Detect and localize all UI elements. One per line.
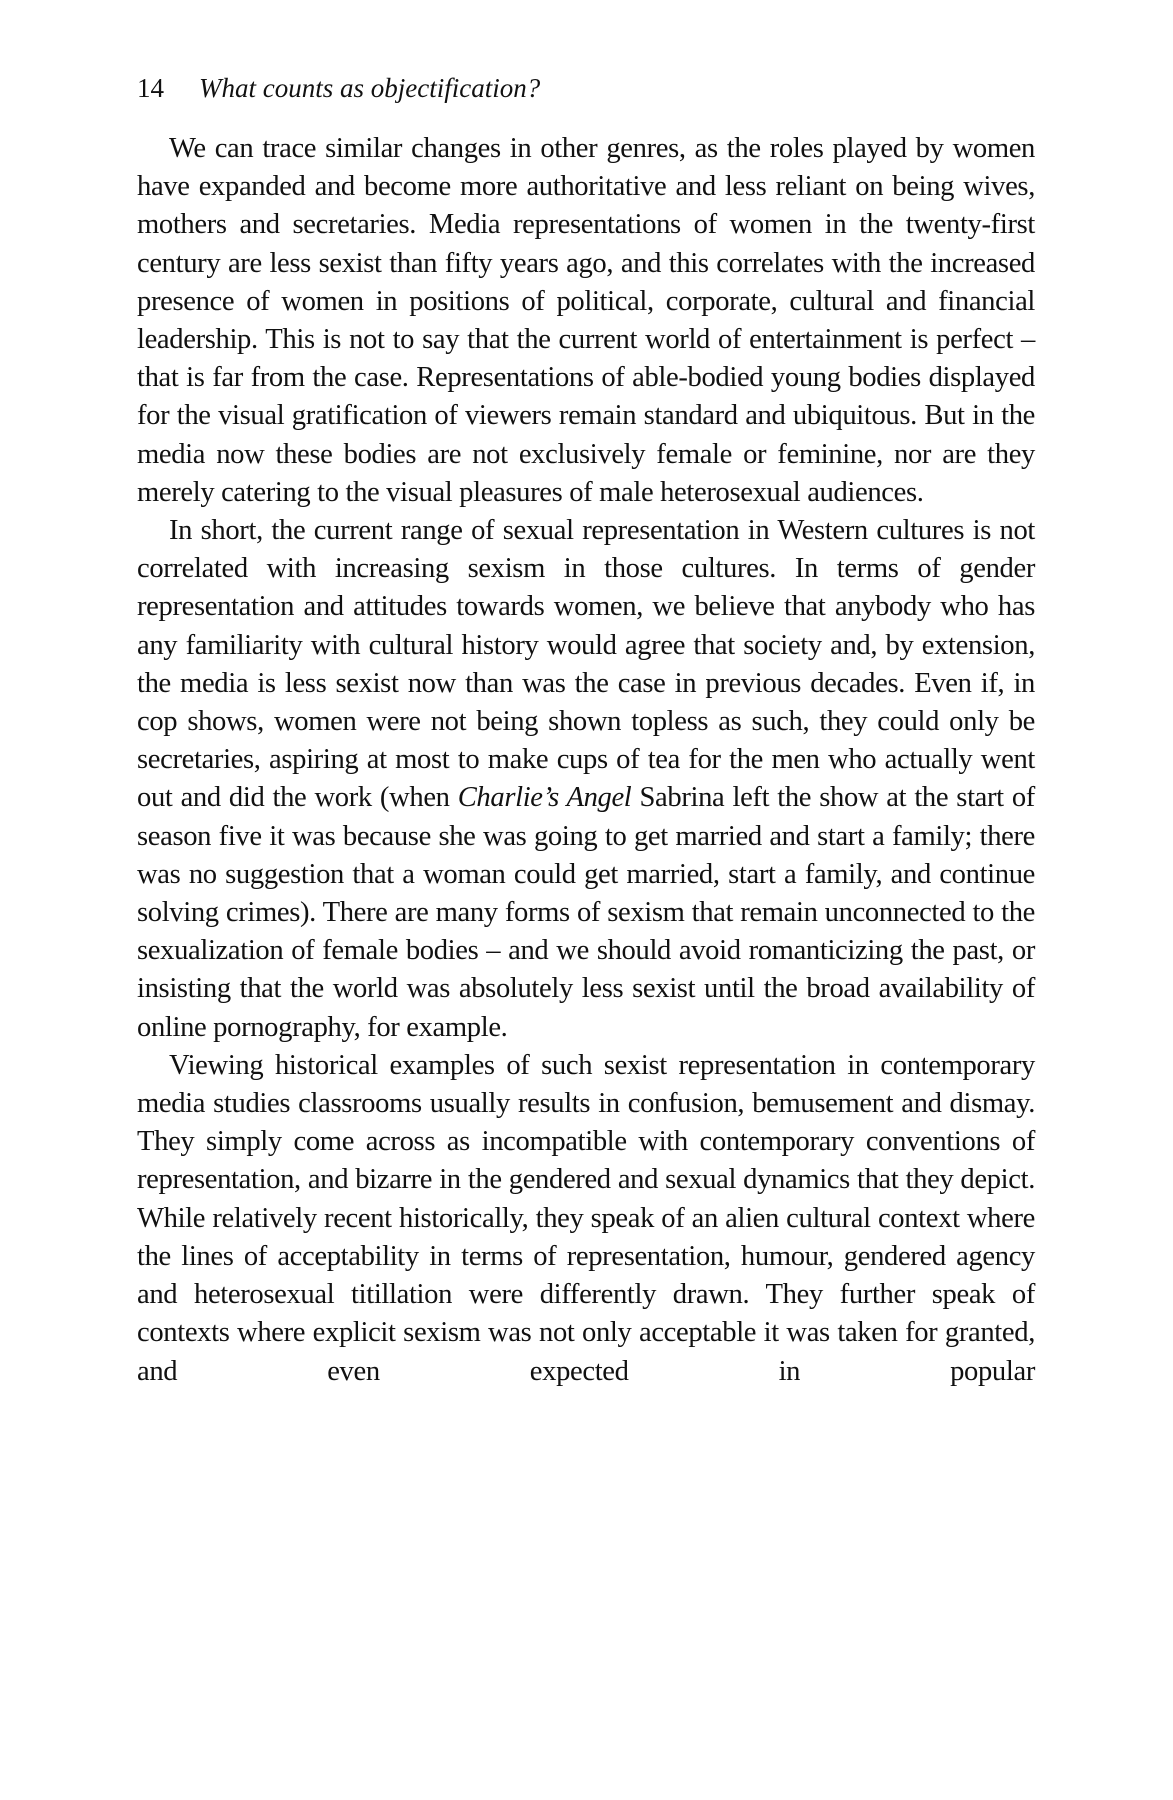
show-title-italic: Charlie’s Angel [457, 782, 632, 814]
paragraph-2 [137, 512, 1035, 1047]
paragraph-1: We can trace similar changes in other genres, as the roles played by women have expanded and become more authoritative and less reliant on being wives, mothers and secretaries. Media representations of women in the twenty-first century are less sexist than fifty years ago, and this correlates with the increased presence of women in positions of political, corporate, cultural and financial leadership. This is not to say that the current world of entertainment is perfect – that is far from the case. Representations of able-bodied young bodies displayed for the visual gratification of viewers remain standard and ubiquitous. But in the media now these bodies are not exclusively female or feminine, nor are they merely catering to the visual pleasures of male heterosexual audiences. [137, 133, 1035, 508]
paragraph-3: Viewing historical examples of such sexist representation in contemporary media studies classrooms usually results in confusion, bemusement and dismay. They simply come across as incompatible with contemporary conventions of representation, and bizarre in the gendered and sexual dynamics that they depict. While relatively recent historically, they speak of an alien cultural context where the lines of acceptability in terms of representation, humour, gendered agency and heterosexual titillation were differently drawn. They further speak of contexts where explicit sexism was not only acceptable it was taken for granted, and even expected in popular [137, 1049, 1035, 1387]
chapter-title: What counts as objectification? [199, 73, 541, 103]
paragraph-2-text-before: In short, the current range of sexual representation in Western cultures is not correlated with increasing sexism in those cultures. In terms of gender representation and attitudes towards women, we believe that anybody who has any familiarity with cultural history would agree that society and, by extension, the media is less sexist now than was the case in previous decades. Even if, in cop shows, women were not being shown topless as such, they could only be secretaries, aspiring at most to make cups of tea for the men who actually went out and did the work (when [137, 515, 1035, 814]
running-head [137, 68, 1035, 108]
book-page [137, 68, 1035, 1391]
page-number: 14 [137, 73, 164, 103]
body-text [137, 130, 1035, 1391]
paragraph-2-text-after: Sabrina left the show at the start of season five it was because she was going to get married and start a family; there was no suggestion that a woman could get married, start a family, and continue solving crimes). There are many forms of sexism that remain unconnected to the sexualization of female bodies – and we should avoid romanticizing the past, or insisting that the world was absolutely less sexist until the broad availability of online pornography, for example. [137, 782, 1035, 1043]
